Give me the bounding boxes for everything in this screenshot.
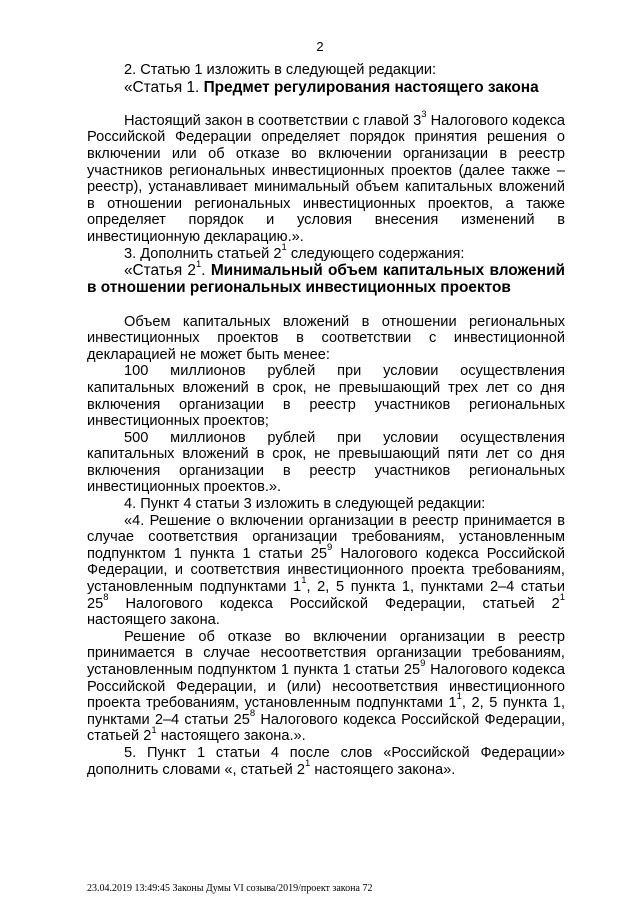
item-4: 4. Пункт 4 статьи 3 изложить в следующей редакции:: [124, 496, 486, 513]
article-2-1-heading: «Статья $2^1$. Минимальный объем капитальных вложений в отношении региональных инвестиционных проектов: [87, 259, 565, 297]
footer-stamp: 23.04.2019 13:49:45 Законы Думы VI созыва/2019/проект закона 72: [87, 883, 373, 894]
item-4-paragraph-1: «4. Решение о включении организации в реестр принимается в случае соответствия организации требованиям, установленным подпунктом 1 пункта 1 статьи $25^9$ Налогового кодекса Российской Федерации, и соответствия инвестиционного проекта требованиям, установленным подпунктами $1^1$, 2, 5 пункта 1, пунктами 2–4 статьи $25^8$ Налогового кодекса Российской Федерации, статьей $2^1$ настоящего закона.: [87, 512, 565, 629]
article-2-1-paragraph-2: 100 миллионов рублей при условии осуществления капитальных вложений в срок, не превышающий трех лет со дня включения организации в реестр участников региональных инвестиционных проектов;: [87, 363, 565, 430]
item-3: 3. Дополнить статьей $2^1$ следующего содержания:: [124, 241, 465, 262]
page-number: 2: [316, 39, 324, 54]
item-5: 5. Пункт 1 статьи 4 после слов «Российской Федерации» дополнить словами «, статьей $2^1$ настоящего закона».: [87, 744, 565, 778]
article-1-heading: «Статья 1. Предмет регулирования настоящего закона: [124, 78, 539, 96]
item-2: 2. Статью 1 изложить в следующей редакции:: [124, 62, 437, 78]
article-2-1-paragraph-1: Объем капитальных вложений в отношении региональных инвестиционных проектов в соответствии с инвестиционной декларацией не может быть менее:: [87, 313, 565, 363]
document-body: [87, 62, 565, 778]
item-4-paragraph-2: Решение об отказе во включении организации в реестр принимается в случае несоответствия организации требованиям, установленным подпунктом 1 пункта 1 статьи $25^9$ Налогового кодекса Российской Федерации, и (или) несоответствия инвестиционного проекта требованиям, установленным подпунктами $1^1$, 2, 5 пункта 1, пунктами 2–4 статьи $25^8$ Налогового кодекса Российской Федерации, статьей $2^1$ настоящего закона.».: [87, 628, 565, 745]
article-2-1-paragraph-3: 500 миллионов рублей при условии осуществления капитальных вложений в срок, не превышающий пяти лет со дня включения организации в реестр участников региональных инвестиционных проектов.».: [87, 429, 565, 496]
article-1-text: Настоящий закон в соответствии с главой $3^3$ Налогового кодекса Российской Федерации определяет порядок принятия решения о включении или об отказе во включении организации в реестр участников региональных инвестиционных проектов (далее также – реестр), устанавливает минимальный объем капитальных вложений в отношении региональных инвестиционных проектов, а также определяет порядок и условия внесения изменений в инвестиционную декларацию.».: [87, 108, 565, 245]
